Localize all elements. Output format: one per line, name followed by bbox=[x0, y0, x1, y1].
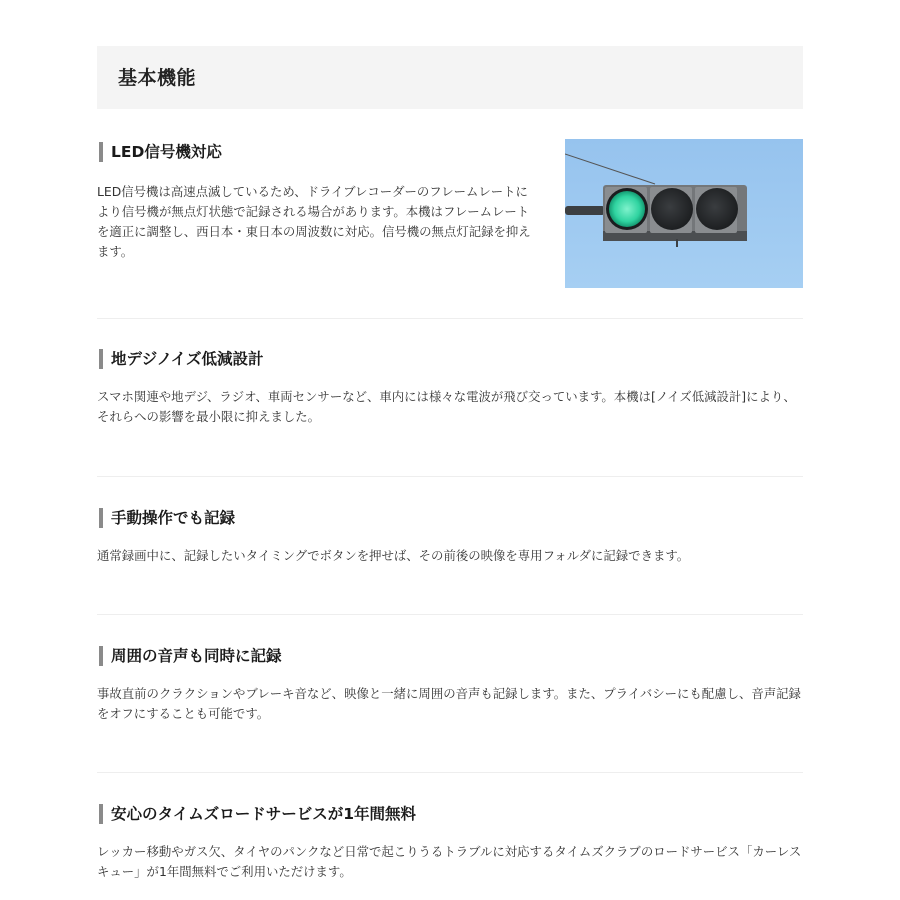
section-audio-record bbox=[97, 645, 803, 724]
section-divider bbox=[97, 318, 803, 319]
section-heading bbox=[97, 348, 803, 370]
section-divider bbox=[97, 614, 803, 615]
page-title: 基本機能 bbox=[118, 67, 197, 89]
section-heading-text: 周囲の音声も同時に記録 bbox=[111, 647, 282, 665]
section-body: 事故直前のクラクションやブレーキ音など、映像と一緒に周囲の音声も記録します。また、プライバシーにも配慮し、音声記録をオフにすることも可能です。 bbox=[97, 686, 801, 721]
section-body: レッカー移動やガス欠、タイヤのパンクなど日常で起こりうるトラブルに対応するタイムズクラブのロードサービス「カーレスキュー」が1年間無料でご利用いただけます。 bbox=[97, 844, 802, 879]
section-manual-record bbox=[97, 507, 803, 566]
section-noise-reduction bbox=[97, 348, 803, 427]
traffic-light-image bbox=[565, 139, 803, 288]
section-heading bbox=[97, 803, 803, 825]
section-heading-text: 地デジノイズ低減設計 bbox=[111, 350, 264, 368]
section-body: 通常録画中に、記録したいタイミングでボタンを押せば、その前後の映像を専用フォルダに記録できます。 bbox=[97, 548, 690, 563]
section-road-service bbox=[97, 803, 803, 882]
section-heading-text: LED信号機対応 bbox=[111, 143, 222, 161]
section-divider bbox=[97, 772, 803, 773]
section-heading bbox=[97, 507, 803, 529]
heading-accent-bar bbox=[99, 142, 103, 162]
section-body: LED信号機は高速点滅しているため、ドライブレコーダーのフレームレートにより信号機が無点灯状態で記録される場合があります。本機はフレームレートを適正に調整し、西日本・東日本の周波数に対応。信号機の無点灯記録を抑えます。 bbox=[97, 184, 531, 259]
traffic-light-icon bbox=[565, 139, 803, 288]
section-body: スマホ関連や地デジ、ラジオ、車両センサーなど、車内には様々な電波が飛び交っています。本機は[ノイズ低減設計]により、それらへの影響を最小限に抑えました。 bbox=[97, 389, 796, 424]
section-heading bbox=[97, 645, 803, 667]
section-divider bbox=[97, 476, 803, 477]
section-heading bbox=[97, 141, 537, 163]
heading-accent-bar bbox=[99, 804, 103, 824]
heading-accent-bar bbox=[99, 646, 103, 666]
heading-accent-bar bbox=[99, 508, 103, 528]
section-heading-text: 安心のタイムズロードサービスが1年間無料 bbox=[111, 805, 416, 823]
section-heading-text: 手動操作でも記録 bbox=[111, 509, 236, 527]
heading-accent-bar bbox=[99, 349, 103, 369]
section-led-signal bbox=[97, 141, 537, 262]
page-header bbox=[97, 46, 803, 109]
